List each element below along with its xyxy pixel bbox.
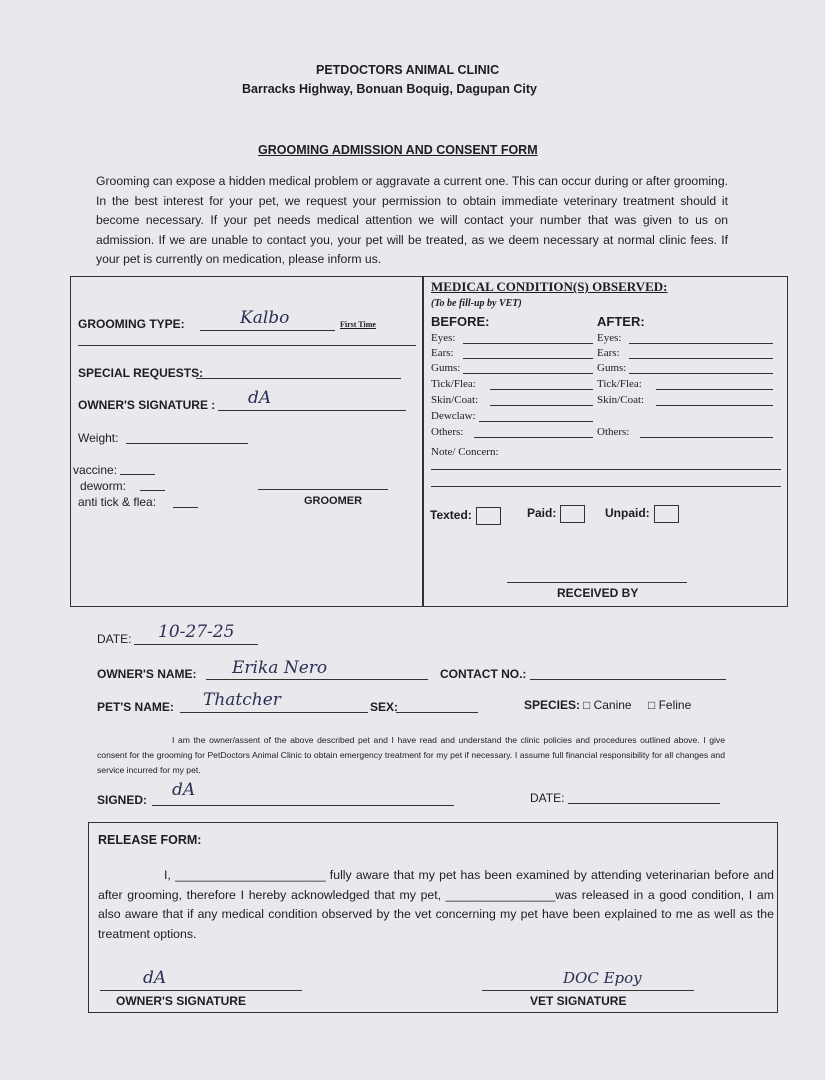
grooming-line-2 [78, 345, 416, 346]
medical-item: Gums: [431, 362, 461, 374]
signed-mark: dA [172, 780, 196, 800]
species-feline-option[interactable]: □ Feline [648, 698, 692, 712]
before-label: BEFORE: [431, 314, 490, 329]
grooming-type-label: GROOMING TYPE: [78, 317, 185, 331]
date-value[interactable]: 10-27-25 [158, 622, 235, 642]
medical-title: MEDICAL CONDITION(S) OBSERVED: [431, 279, 668, 294]
medical-item: Dewclaw: [431, 410, 476, 422]
medical-item-line[interactable] [629, 373, 774, 374]
groomer-line[interactable] [258, 489, 388, 490]
unpaid-label: Unpaid: [605, 506, 650, 521]
consent-paragraph: I am the owner/assent of the above described pet and I have read and understand the clinic policies and procedures outlined above. I give consent for the grooming for PetDoctors Animal Clinic to obtain emergency treatment for my pet if necessary. I assume full financial responsibility for all changes and service incurred for my pet. [97, 735, 725, 775]
first-time-label: First Time [340, 320, 376, 329]
medical-item: Skin/Coat: [431, 394, 479, 406]
texted-checkbox[interactable] [430, 507, 501, 525]
divider [422, 276, 424, 607]
medical-item-line[interactable] [640, 437, 774, 438]
release-owner-sig-label: OWNER'S SIGNATURE [116, 994, 246, 1008]
after-label: AFTER: [597, 314, 645, 329]
special-requests-line[interactable] [196, 378, 401, 379]
medical-item-line[interactable] [656, 389, 773, 390]
intro-paragraph: Grooming can expose a hidden medical problem or aggravate a current one. This can occur during or after grooming. In the best interest for your pet, we request your permission to obtain immediate veterinary treatment should it become necessary. If your pet needs medical attention we will contact your number that was given to us on admission. If we are unable to contact you, your pet will be treated, as we deem necessary at normal clinic fees. If your pet is currently on medication, please inform us. [96, 174, 728, 266]
release-paragraph: I, ______________________ fully aware that my pet has been examined by attending veterinarian before and after grooming, therefore I hereby acknowledged that my pet, ________________was released in a good condition, I am also aware that if any medical condition observed by the vet concerning my pet have been explained to me as well as the treatment options. [98, 868, 774, 941]
clinic-name: PETDOCTORS ANIMAL CLINIC [316, 63, 500, 77]
signed-line[interactable] [152, 805, 454, 806]
owner-signature-mark: dA [248, 388, 272, 408]
weight-line[interactable] [126, 443, 248, 444]
pet-name-label: PET'S NAME: [97, 700, 174, 714]
paid-label: Paid: [527, 506, 557, 521]
pet-name-value[interactable]: Thatcher [203, 690, 281, 710]
medical-item: Eyes: [597, 332, 622, 344]
medical-item-line[interactable] [656, 405, 773, 406]
received-by-label: RECEIVED BY [557, 586, 639, 600]
deworm-label: deworm: [80, 479, 127, 493]
medical-item: Gums: [597, 362, 627, 374]
medical-item-line[interactable] [463, 343, 594, 344]
paid-checkbox[interactable] [527, 505, 585, 523]
medical-item: Skin/Coat: [597, 394, 645, 406]
medical-item-line[interactable] [463, 373, 594, 374]
medical-item-line[interactable] [629, 358, 774, 359]
owner-signature-line[interactable] [218, 410, 406, 411]
groomer-label: GROOMER [304, 495, 363, 507]
note-line-2[interactable] [431, 486, 781, 487]
signed-date-label: DATE: [530, 791, 565, 805]
checkbox[interactable] [654, 505, 679, 523]
checkbox[interactable] [476, 507, 501, 525]
vaccine-label: vaccine: [73, 463, 118, 477]
vaccine-line[interactable] [120, 474, 155, 475]
medical-item-line[interactable] [490, 389, 593, 390]
unpaid-checkbox[interactable] [605, 505, 679, 523]
pet-name-line[interactable] [180, 712, 368, 713]
note-line-1[interactable] [431, 469, 781, 470]
owner-signature-label: OWNER'S SIGNATURE : [78, 398, 216, 412]
owner-name-line[interactable] [206, 679, 428, 680]
grooming-type-line [200, 330, 335, 331]
medical-item-line[interactable] [474, 437, 594, 438]
medical-item: Tick/Flea: [597, 378, 642, 390]
texted-label: Texted: [430, 508, 472, 523]
date-line[interactable] [134, 644, 258, 645]
antitick-line[interactable] [173, 507, 198, 508]
medical-item: Eyes: [431, 332, 456, 344]
clinic-address: Barracks Highway, Bonuan Boquig, Dagupan City [242, 82, 537, 96]
sex-line[interactable] [396, 712, 478, 713]
medical-item: Tick/Flea: [431, 378, 476, 390]
medical-subtitle: (To be fill-up by VET) [431, 298, 522, 309]
medical-item: Ears: [597, 347, 620, 359]
owner-name-value[interactable]: Erika Nero [232, 658, 328, 678]
medical-item: Ears: [431, 347, 454, 359]
contact-label: CONTACT NO.: [440, 667, 527, 681]
medical-item-line[interactable] [629, 343, 774, 344]
medical-item-line[interactable] [490, 405, 593, 406]
note-label: Note/ Concern: [431, 446, 499, 458]
release-owner-sig-line[interactable] [100, 990, 302, 991]
antitick-label: anti tick & flea: [78, 495, 157, 509]
species-label: SPECIES: [524, 698, 581, 712]
checkbox[interactable] [560, 505, 585, 523]
medical-item-line[interactable] [463, 358, 594, 359]
sex-label: SEX: [370, 700, 399, 714]
release-owner-mark: dA [143, 968, 167, 988]
signed-date-line[interactable] [568, 803, 720, 804]
release-vet-sig-line[interactable] [482, 990, 694, 991]
release-vet-sig-label: VET SIGNATURE [530, 994, 627, 1008]
release-vet-mark: DOC Epoy [563, 969, 642, 987]
grooming-type-value[interactable]: Kalbo [240, 308, 290, 328]
deworm-line[interactable] [140, 490, 165, 491]
owner-name-label: OWNER'S NAME: [97, 667, 197, 681]
received-by-line[interactable] [507, 582, 687, 583]
contact-line[interactable] [530, 679, 726, 680]
weight-label: Weight: [78, 431, 119, 445]
medical-item: Others: [597, 426, 630, 438]
species-canine-option[interactable]: □ Canine [583, 698, 632, 712]
medical-item: Others: [431, 426, 464, 438]
form-title: GROOMING ADMISSION AND CONSENT FORM [258, 143, 538, 157]
signed-label: SIGNED: [97, 793, 148, 807]
date-label: DATE: [97, 632, 132, 646]
special-requests-label: SPECIAL REQUESTS: [78, 366, 204, 380]
release-title: RELEASE FORM: [98, 833, 202, 847]
medical-item-line[interactable] [479, 421, 593, 422]
